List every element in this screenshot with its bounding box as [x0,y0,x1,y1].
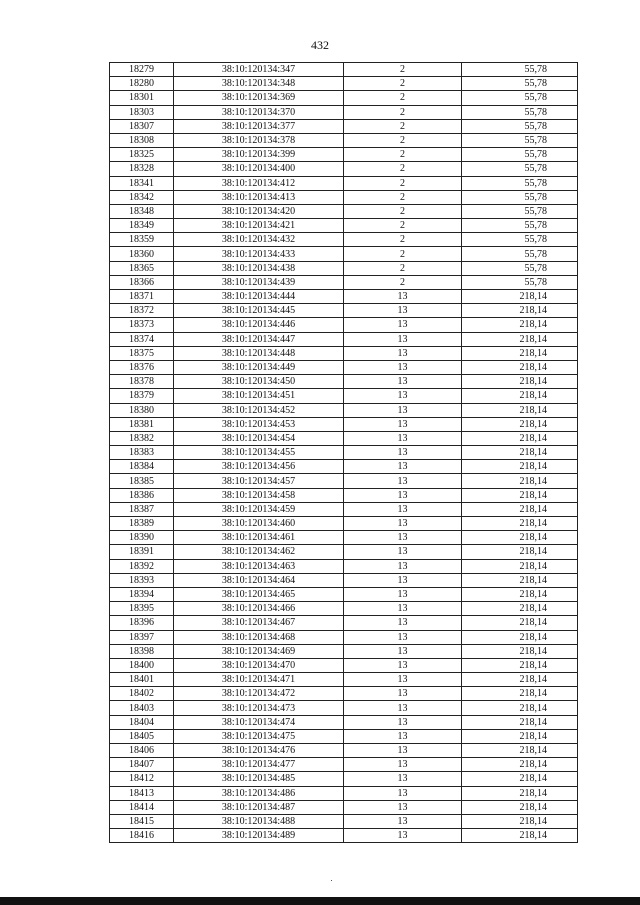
row-number-cell: 18396 [110,616,174,630]
cadastral-number-cell: 38:10:120134:444 [174,290,344,304]
area-cell: 218,14 [462,758,578,772]
area-cell: 218,14 [462,290,578,304]
cadastral-number-cell: 38:10:120134:474 [174,715,344,729]
cadastral-number-cell: 38:10:120134:472 [174,687,344,701]
area-cell: 218,14 [462,488,578,502]
count-cell: 2 [344,119,462,133]
cadastral-number-cell: 38:10:120134:447 [174,332,344,346]
row-number-cell: 18378 [110,375,174,389]
table-row [110,91,578,105]
area-cell: 218,14 [462,517,578,531]
area-cell: 218,14 [462,559,578,573]
row-number-cell: 18376 [110,360,174,374]
table-row [110,403,578,417]
area-cell: 218,14 [462,446,578,460]
table-row [110,502,578,516]
cadastral-number-cell: 38:10:120134:400 [174,162,344,176]
cadastral-number-cell: 38:10:120134:432 [174,233,344,247]
row-number-cell: 18415 [110,814,174,828]
table-row [110,630,578,644]
area-cell: 55,78 [462,63,578,77]
row-number-cell: 18402 [110,687,174,701]
area-cell: 218,14 [462,644,578,658]
registry-table-container [109,62,577,843]
area-cell: 55,78 [462,77,578,91]
area-cell: 218,14 [462,332,578,346]
cadastral-number-cell: 38:10:120134:413 [174,190,344,204]
row-number-cell: 18394 [110,587,174,601]
area-cell: 218,14 [462,673,578,687]
row-number-cell: 18407 [110,758,174,772]
row-number-cell: 18403 [110,701,174,715]
cadastral-number-cell: 38:10:120134:461 [174,531,344,545]
row-number-cell: 18391 [110,545,174,559]
area-cell: 218,14 [462,346,578,360]
row-number-cell: 18374 [110,332,174,346]
row-number-cell: 18385 [110,474,174,488]
cadastral-number-cell: 38:10:120134:462 [174,545,344,559]
row-number-cell: 18373 [110,318,174,332]
cadastral-number-cell: 38:10:120134:458 [174,488,344,502]
count-cell: 2 [344,247,462,261]
table-row [110,219,578,233]
row-number-cell: 18359 [110,233,174,247]
area-cell: 218,14 [462,772,578,786]
table-row [110,460,578,474]
count-cell: 2 [344,148,462,162]
table-row [110,275,578,289]
row-number-cell: 18301 [110,91,174,105]
row-number-cell: 18401 [110,673,174,687]
cadastral-number-cell: 38:10:120134:470 [174,658,344,672]
scan-bottom-edge [0,897,640,905]
cadastral-number-cell: 38:10:120134:378 [174,133,344,147]
table-row [110,247,578,261]
area-cell: 218,14 [462,417,578,431]
count-cell: 13 [344,786,462,800]
row-number-cell: 18360 [110,247,174,261]
count-cell: 2 [344,275,462,289]
row-number-cell: 18348 [110,204,174,218]
count-cell: 13 [344,446,462,460]
table-row [110,148,578,162]
table-row [110,517,578,531]
area-cell: 218,14 [462,431,578,445]
row-number-cell: 18392 [110,559,174,573]
row-number-cell: 18384 [110,460,174,474]
area-cell: 218,14 [462,829,578,843]
count-cell: 2 [344,133,462,147]
count-cell: 13 [344,332,462,346]
row-number-cell: 18371 [110,290,174,304]
area-cell: 55,78 [462,176,578,190]
count-cell: 13 [344,800,462,814]
area-cell: 218,14 [462,687,578,701]
cadastral-number-cell: 38:10:120134:369 [174,91,344,105]
area-cell: 55,78 [462,219,578,233]
table-row [110,446,578,460]
cadastral-number-cell: 38:10:120134:466 [174,602,344,616]
count-cell: 13 [344,673,462,687]
area-cell: 218,14 [462,602,578,616]
area-cell: 218,14 [462,502,578,516]
row-number-cell: 18406 [110,744,174,758]
area-cell: 218,14 [462,403,578,417]
cadastral-number-cell: 38:10:120134:456 [174,460,344,474]
area-cell: 55,78 [462,247,578,261]
row-number-cell: 18386 [110,488,174,502]
table-row [110,715,578,729]
count-cell: 2 [344,105,462,119]
row-number-cell: 18383 [110,446,174,460]
scan-speck [331,880,332,881]
count-cell: 2 [344,77,462,91]
count-cell: 13 [344,758,462,772]
cadastral-number-cell: 38:10:120134:457 [174,474,344,488]
row-number-cell: 18397 [110,630,174,644]
table-row [110,360,578,374]
row-number-cell: 18365 [110,261,174,275]
area-cell: 218,14 [462,729,578,743]
cadastral-number-cell: 38:10:120134:455 [174,446,344,460]
area-cell: 218,14 [462,318,578,332]
area-cell: 55,78 [462,275,578,289]
table-row [110,829,578,843]
row-number-cell: 18405 [110,729,174,743]
cadastral-number-cell: 38:10:120134:471 [174,673,344,687]
table-row [110,63,578,77]
table-row [110,233,578,247]
cadastral-number-cell: 38:10:120134:451 [174,389,344,403]
cadastral-number-cell: 38:10:120134:459 [174,502,344,516]
cadastral-number-cell: 38:10:120134:433 [174,247,344,261]
row-number-cell: 18375 [110,346,174,360]
count-cell: 2 [344,162,462,176]
count-cell: 13 [344,630,462,644]
count-cell: 2 [344,190,462,204]
area-cell: 218,14 [462,800,578,814]
table-row [110,701,578,715]
cadastral-number-cell: 38:10:120134:450 [174,375,344,389]
row-number-cell: 18395 [110,602,174,616]
count-cell: 13 [344,701,462,715]
row-number-cell: 18380 [110,403,174,417]
count-cell: 13 [344,375,462,389]
cadastral-number-cell: 38:10:120134:399 [174,148,344,162]
table-row [110,318,578,332]
row-number-cell: 18342 [110,190,174,204]
count-cell: 13 [344,318,462,332]
table-row [110,389,578,403]
area-cell: 55,78 [462,190,578,204]
count-cell: 2 [344,219,462,233]
count-cell: 13 [344,346,462,360]
cadastral-number-cell: 38:10:120134:347 [174,63,344,77]
area-cell: 218,14 [462,545,578,559]
cadastral-number-cell: 38:10:120134:412 [174,176,344,190]
count-cell: 13 [344,488,462,502]
area-cell: 218,14 [462,715,578,729]
row-number-cell: 18280 [110,77,174,91]
cadastral-number-cell: 38:10:120134:475 [174,729,344,743]
cadastral-number-cell: 38:10:120134:477 [174,758,344,772]
table-row [110,616,578,630]
row-number-cell: 18341 [110,176,174,190]
row-number-cell: 18412 [110,772,174,786]
row-number-cell: 18389 [110,517,174,531]
table-row [110,673,578,687]
row-number-cell: 18325 [110,148,174,162]
table-row [110,119,578,133]
count-cell: 13 [344,403,462,417]
table-row [110,644,578,658]
cadastral-number-cell: 38:10:120134:421 [174,219,344,233]
area-cell: 218,14 [462,744,578,758]
count-cell: 13 [344,573,462,587]
count-cell: 2 [344,233,462,247]
count-cell: 13 [344,517,462,531]
row-number-cell: 18328 [110,162,174,176]
count-cell: 13 [344,460,462,474]
cadastral-number-cell: 38:10:120134:473 [174,701,344,715]
count-cell: 13 [344,474,462,488]
table-row [110,176,578,190]
row-number-cell: 18414 [110,800,174,814]
area-cell: 218,14 [462,658,578,672]
cadastral-number-cell: 38:10:120134:370 [174,105,344,119]
row-number-cell: 18400 [110,658,174,672]
cadastral-number-cell: 38:10:120134:377 [174,119,344,133]
cadastral-number-cell: 38:10:120134:445 [174,304,344,318]
count-cell: 13 [344,545,462,559]
area-cell: 218,14 [462,389,578,403]
table-row [110,105,578,119]
row-number-cell: 18372 [110,304,174,318]
area-cell: 55,78 [462,91,578,105]
table-row [110,758,578,772]
row-number-cell: 18379 [110,389,174,403]
table-row [110,772,578,786]
table-row [110,332,578,346]
area-cell: 55,78 [462,233,578,247]
count-cell: 2 [344,176,462,190]
table-row [110,474,578,488]
table-row [110,133,578,147]
cadastral-number-cell: 38:10:120134:454 [174,431,344,445]
table-row [110,531,578,545]
area-cell: 218,14 [462,531,578,545]
count-cell: 13 [344,531,462,545]
area-cell: 218,14 [462,573,578,587]
row-number-cell: 18279 [110,63,174,77]
page-number: 432 [311,38,329,52]
cadastral-number-cell: 38:10:120134:438 [174,261,344,275]
table-row [110,602,578,616]
table-row [110,261,578,275]
table-row [110,687,578,701]
row-number-cell: 18404 [110,715,174,729]
cadastral-number-cell: 38:10:120134:486 [174,786,344,800]
count-cell: 13 [344,304,462,318]
row-number-cell: 18398 [110,644,174,658]
table-row [110,587,578,601]
count-cell: 13 [344,431,462,445]
cadastral-number-cell: 38:10:120134:446 [174,318,344,332]
count-cell: 13 [344,502,462,516]
table-row [110,800,578,814]
count-cell: 13 [344,644,462,658]
table-row [110,488,578,502]
registry-table [109,62,578,843]
cadastral-number-cell: 38:10:120134:488 [174,814,344,828]
table-row [110,431,578,445]
table-row [110,545,578,559]
row-number-cell: 18307 [110,119,174,133]
cadastral-number-cell: 38:10:120134:460 [174,517,344,531]
table-row [110,375,578,389]
table-row [110,658,578,672]
table-row [110,814,578,828]
area-cell: 218,14 [462,587,578,601]
cadastral-number-cell: 38:10:120134:489 [174,829,344,843]
row-number-cell: 18387 [110,502,174,516]
row-number-cell: 18303 [110,105,174,119]
cadastral-number-cell: 38:10:120134:452 [174,403,344,417]
area-cell: 218,14 [462,360,578,374]
area-cell: 218,14 [462,460,578,474]
count-cell: 13 [344,360,462,374]
count-cell: 2 [344,91,462,105]
table-row [110,304,578,318]
area-cell: 218,14 [462,474,578,488]
table-row [110,417,578,431]
cadastral-number-cell: 38:10:120134:469 [174,644,344,658]
cadastral-number-cell: 38:10:120134:476 [174,744,344,758]
row-number-cell: 18393 [110,573,174,587]
area-cell: 218,14 [462,375,578,389]
count-cell: 13 [344,290,462,304]
row-number-cell: 18366 [110,275,174,289]
area-cell: 218,14 [462,814,578,828]
table-row [110,190,578,204]
table-row [110,290,578,304]
cadastral-number-cell: 38:10:120134:463 [174,559,344,573]
cadastral-number-cell: 38:10:120134:448 [174,346,344,360]
area-cell: 218,14 [462,616,578,630]
count-cell: 13 [344,772,462,786]
count-cell: 2 [344,63,462,77]
table-row [110,786,578,800]
table-row [110,162,578,176]
count-cell: 13 [344,587,462,601]
row-number-cell: 18308 [110,133,174,147]
area-cell: 55,78 [462,204,578,218]
cadastral-number-cell: 38:10:120134:468 [174,630,344,644]
count-cell: 13 [344,602,462,616]
area-cell: 55,78 [462,162,578,176]
count-cell: 13 [344,744,462,758]
count-cell: 13 [344,715,462,729]
row-number-cell: 18349 [110,219,174,233]
registry-table-body [110,63,578,843]
cadastral-number-cell: 38:10:120134:464 [174,573,344,587]
row-number-cell: 18390 [110,531,174,545]
table-row [110,744,578,758]
count-cell: 2 [344,204,462,218]
cadastral-number-cell: 38:10:120134:485 [174,772,344,786]
area-cell: 218,14 [462,304,578,318]
cadastral-number-cell: 38:10:120134:439 [174,275,344,289]
count-cell: 13 [344,687,462,701]
area-cell: 55,78 [462,148,578,162]
cadastral-number-cell: 38:10:120134:465 [174,587,344,601]
cadastral-number-cell: 38:10:120134:449 [174,360,344,374]
area-cell: 55,78 [462,119,578,133]
count-cell: 13 [344,417,462,431]
count-cell: 13 [344,389,462,403]
count-cell: 13 [344,658,462,672]
area-cell: 55,78 [462,133,578,147]
table-row [110,204,578,218]
count-cell: 13 [344,829,462,843]
cadastral-number-cell: 38:10:120134:487 [174,800,344,814]
count-cell: 13 [344,814,462,828]
table-row [110,729,578,743]
cadastral-number-cell: 38:10:120134:453 [174,417,344,431]
count-cell: 13 [344,729,462,743]
count-cell: 13 [344,616,462,630]
area-cell: 218,14 [462,630,578,644]
area-cell: 218,14 [462,786,578,800]
row-number-cell: 18382 [110,431,174,445]
count-cell: 13 [344,559,462,573]
area-cell: 218,14 [462,701,578,715]
table-row [110,77,578,91]
area-cell: 55,78 [462,105,578,119]
row-number-cell: 18416 [110,829,174,843]
table-row [110,573,578,587]
row-number-cell: 18413 [110,786,174,800]
row-number-cell: 18381 [110,417,174,431]
cadastral-number-cell: 38:10:120134:467 [174,616,344,630]
cadastral-number-cell: 38:10:120134:348 [174,77,344,91]
cadastral-number-cell: 38:10:120134:420 [174,204,344,218]
table-row [110,346,578,360]
count-cell: 2 [344,261,462,275]
area-cell: 55,78 [462,261,578,275]
table-row [110,559,578,573]
